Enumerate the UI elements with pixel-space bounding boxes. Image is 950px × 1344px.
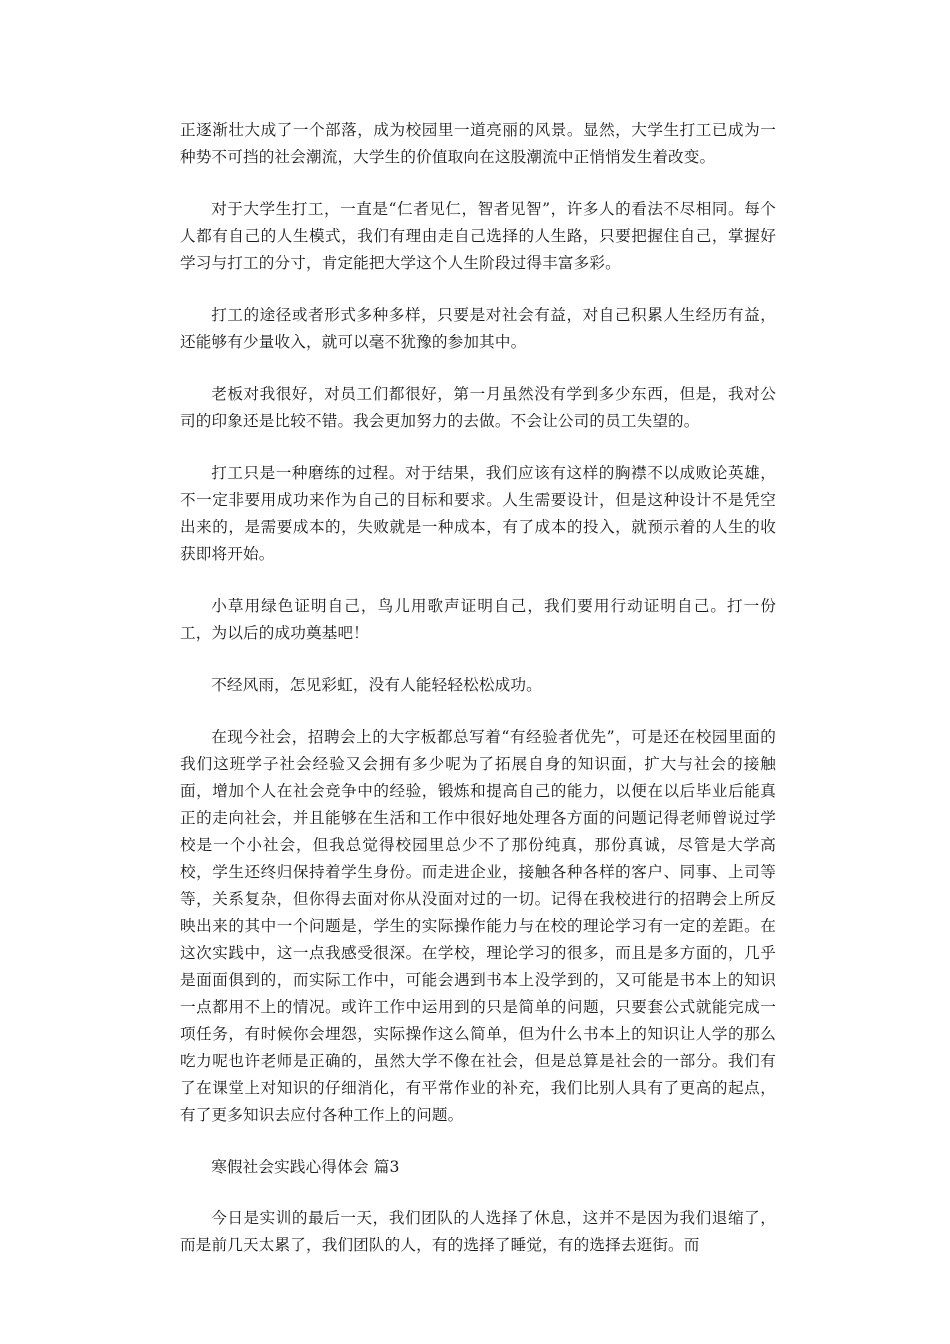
paragraph: 老板对我很好，对员工们都很好，第一月虽然没有学到多少东西，但是，我对公司的印象还是比较不错。我会更加努力的去做。不会让公司的员工失望的。	[180, 385, 776, 430]
section-heading: 寒假社会实践心得体会 篇3	[211, 1158, 400, 1176]
paragraph: 小草用绿色证明自己，鸟儿用歌声证明自己，我们要用行动证明自己。打一份工，为以后的成功奠基吧！	[180, 597, 776, 642]
paragraph: 今日是实训的最后一天，我们团队的人选择了休息，这并不是因为我们退缩了，而是前几天太累了，我们团队的人，有的选择了睡觉，有的选择去逛街。而	[180, 1209, 776, 1254]
paragraph: 不经风雨，怎见彩虹，没有人能轻轻松松成功。	[211, 676, 542, 694]
document-page	[180, 117, 776, 1284]
paragraph: 对于大学生打工，一直是“仁者见仁，智者见智”，许多人的看法不尽相同。每个人都有自己的人生模式，我们有理由走自己选择的人生路，只要把握住自己，掌握好学习与打工的分寸，肯定能把大学这个人生阶段过得丰富多彩。	[180, 200, 776, 272]
paragraph: 打工只是一种磨练的过程。对于结果，我们应该有这样的胸襟不以成败论英雄，不一定非要用成功来作为自己的目标和要求。人生需要设计，但是这种设计不是凭空出来的，是需要成本的，失败就是一种成本，有了成本的投入，就预示着的人生的收获即将开始。	[180, 464, 776, 563]
paragraph: 在现今社会，招聘会上的大字板都总写着“有经验者优先”，可是还在校园里面的我们这班学子社会经验又会拥有多少呢为了拓展自身的知识面，扩大与社会的接触面，增加个人在社会竞争中的经验，锻炼和提高自己的能力，以便在以后毕业后能真正的走向社会，并且能够在生活和工作中很好地处理各方面的问题记得老师曾说过学校是一个小社会，但我总觉得校园里总少不了那份纯真，那份真诚，尽管是大学高校，学生还终归保持着学生身份。而走进企业，接触各种各样的客户、同事、上司等等，关系复杂，但你得去面对你从没面对过的一切。记得在我校进行的招聘会上所反映出来的其中一个问题是，学生的实际操作能力与在校的理论学习有一定的差距。在这次实践中，这一点我感受很深。在学校，理论学习的很多，而且是多方面的，几乎是面面俱到的，而实际工作中，可能会遇到书本上没学到的，又可能是书本上的知识一点都用不上的情况。或许工作中运用到的只是简单的问题，只要套公式就能完成一项任务，有时候你会埋怨，实际操作这么简单，但为什么书本上的知识让人学的那么吃力呢也许老师是正确的，虽然大学不像在社会，但是总算是社会的一部分。我们有了在课堂上对知识的仔细消化，有平常作业的补充，我们比别人具有了更高的起点，有了更多知识去应付各种工作上的问题。	[180, 728, 776, 1124]
paragraph: 正逐渐壮大成了一个部落，成为校园里一道亮丽的风景。显然，大学生打工已成为一种势不可挡的社会潮流，大学生的价值取向在这股潮流中正悄悄发生着改变。	[180, 121, 776, 166]
paragraph: 打工的途径或者形式多种多样，只要是对社会有益，对自己积累人生经历有益，还能够有少量收入，就可以毫不犹豫的参加其中。	[180, 306, 776, 351]
